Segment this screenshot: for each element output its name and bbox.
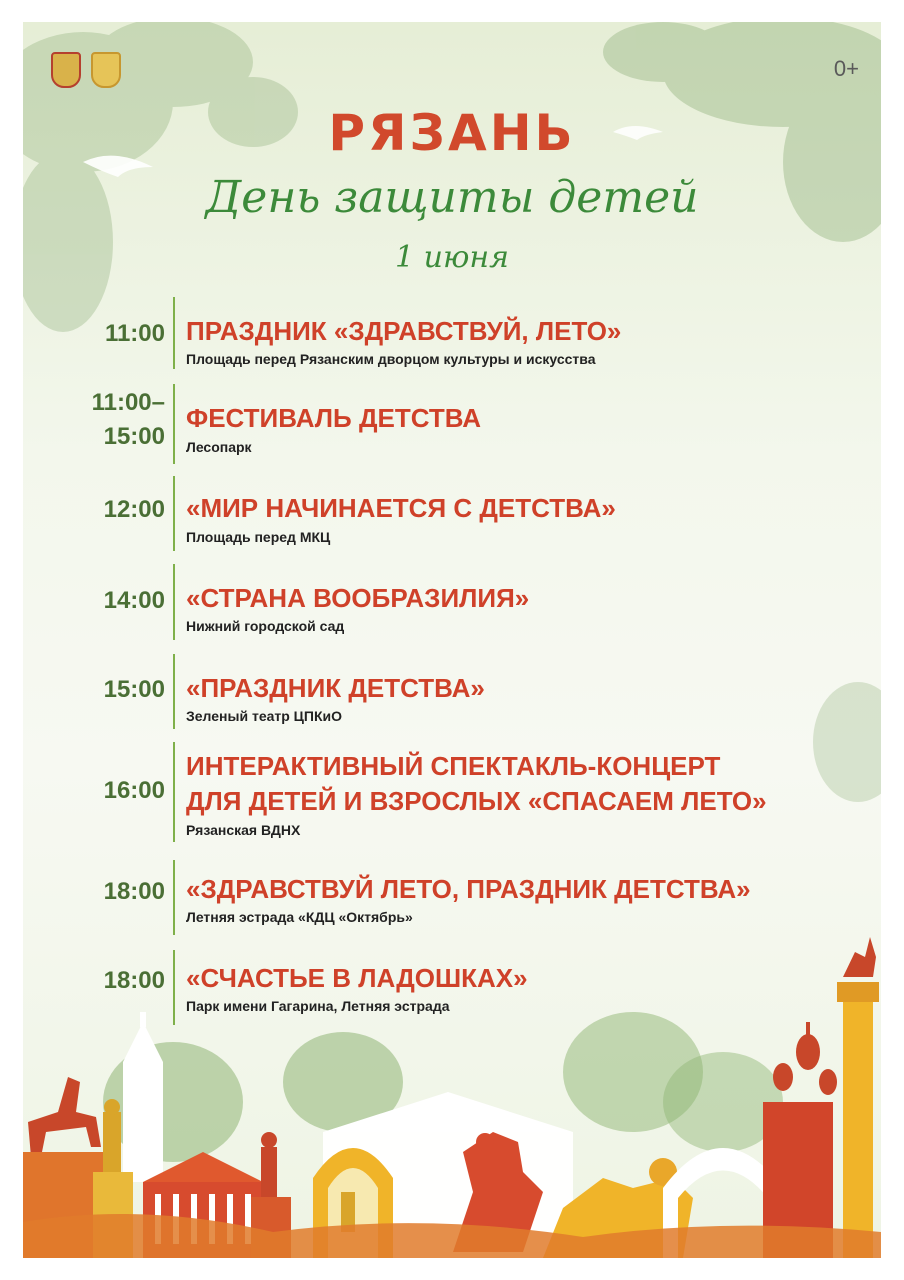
schedule-item (23, 860, 881, 935)
divider (173, 860, 175, 935)
event-time: 12:00 (103, 496, 165, 523)
schedule-item (23, 564, 881, 640)
event-title: «СТРАНА ВООБРАЗИЛИЯ» (186, 583, 530, 613)
city-logo: РЯЗАНЬ (328, 104, 576, 162)
event-venue: Площадь перед Рязанским дворцом культуры и искусства (186, 351, 596, 367)
age-rating: 0+ (833, 56, 859, 81)
divider (173, 297, 175, 369)
divider (173, 742, 175, 842)
event-time: 14:00 (103, 587, 165, 614)
coat-of-arms-icon (51, 52, 81, 88)
event-venue: Лесопарк (186, 439, 252, 455)
event-venue: Летняя эстрада «КДЦ «Октябрь» (186, 909, 413, 925)
event-time: 16:00 (103, 777, 165, 804)
event-venue: Площадь перед МКЦ (186, 529, 331, 545)
page-title: День защиты детей (205, 172, 699, 223)
divider (173, 564, 175, 640)
schedule-item (23, 742, 881, 842)
event-time: 15:00 (103, 676, 165, 703)
schedule-item (23, 654, 881, 729)
event-title-line2: ДЛЯ ДЕТЕЙ И ВЗРОСЛЫХ «СПАСАЕМ ЛЕТО» (186, 786, 767, 816)
event-venue: Нижний городской сад (186, 618, 345, 634)
event-title: «ЗДРАВСТВУЙ ЛЕТО, ПРАЗДНИК ДЕТСТВА» (186, 874, 751, 904)
schedule-item (23, 384, 881, 464)
poster (23, 22, 881, 1258)
divider (173, 476, 175, 551)
schedule-item (23, 476, 881, 551)
divider (173, 384, 175, 464)
event-time: 18:00 (103, 967, 165, 994)
event-title: ФЕСТИВАЛЬ ДЕТСТВА (186, 403, 481, 433)
event-time: 18:00 (103, 878, 165, 905)
event-time-start: 11:00– (91, 389, 165, 416)
event-title: «СЧАСТЬЕ В ЛАДОШКАХ» (186, 963, 528, 993)
schedule-item (23, 297, 881, 369)
event-venue: Зеленый театр ЦПКиО (186, 708, 343, 724)
event-title: «ПРАЗДНИК ДЕТСТВА» (186, 673, 485, 703)
event-venue: Рязанская ВДНХ (186, 822, 301, 838)
event-title: ПРАЗДНИК «ЗДРАВСТВУЙ, ЛЕТО» (186, 316, 622, 346)
event-title-line1: ИНТЕРАКТИВНЫЙ СПЕКТАКЛЬ-КОНЦЕРТ (186, 751, 721, 781)
event-time-end: 15:00 (103, 423, 165, 450)
schedule-item (23, 950, 881, 1025)
divider (173, 950, 175, 1025)
event-venue: Парк имени Гагарина, Летняя эстрада (186, 998, 450, 1014)
event-date: 1 июня (395, 240, 509, 275)
event-title: «МИР НАЧИНАЕТСЯ С ДЕТСТВА» (186, 493, 616, 523)
event-time: 11:00 (104, 320, 165, 347)
divider (173, 654, 175, 729)
city-emblem-icon (91, 52, 121, 88)
